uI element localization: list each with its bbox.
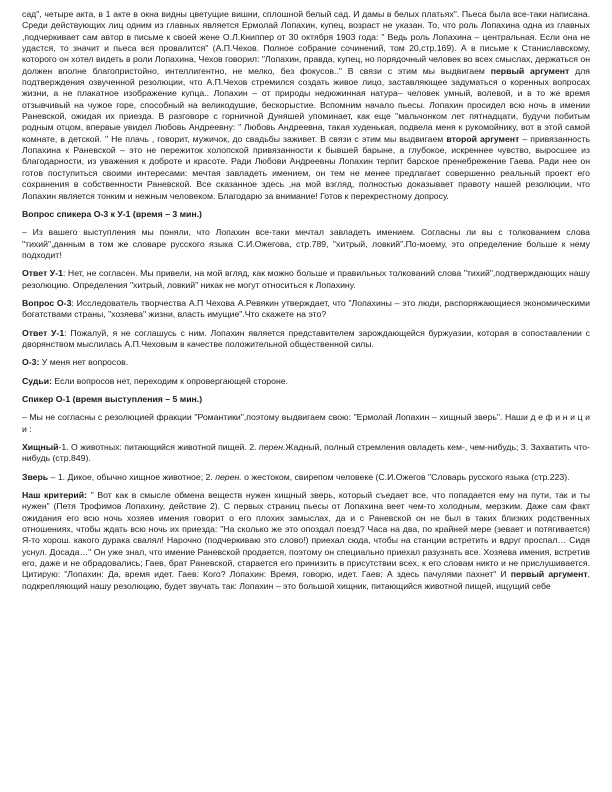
bold-run: второй аргумент	[446, 133, 520, 144]
paragraph-gap	[22, 350, 590, 357]
italic-run: перен.	[258, 442, 286, 452]
paragraph-gap	[22, 435, 590, 442]
italic-run: перен.	[215, 471, 242, 482]
question-2	[22, 298, 590, 321]
paragraph-gap	[22, 202, 590, 209]
paragraph-gap	[22, 369, 590, 376]
paragraph-gap	[22, 387, 590, 394]
bold-run: первый аргумент	[490, 65, 570, 76]
o3-line	[22, 357, 590, 368]
paragraph-gap	[22, 465, 590, 472]
document-page	[22, 9, 590, 592]
text-run: о жестоком, свирепом человеке (С.И.Ожегов "Словарь русского языка (стр.223).	[241, 471, 570, 482]
text-run: -1. О животных: питающийся животной пищей. 2.	[58, 442, 259, 452]
text-run: , подкрепляющий нашу резолюцию, будет звучать так: Лопахин – это большой хищник, питающийся животной пищей, ищущий себе	[22, 569, 590, 591]
bold-run: Судьи:	[22, 375, 52, 386]
paragraph-intro	[22, 9, 590, 202]
bold-run: первый аргумент	[510, 569, 588, 580]
text-run: " Вот как в смысле обмена веществ нужен хищный зверь, который съедает все, что попадается ему на пути, так и ты нужен" (Петя Трофимов Лопахину, действие 2). С первых страниц пьесы от Лопахина веет чем-то холодным, мерзким. Даже сам факт ожидания его всю ночь хозяев имения говорит о его плохих замыслах, да и с Раневской он не был в таких близких родственных отношениях, чтобы ждать всю ночь их приезда: "На сколько же это опоздал поезд? Часа на два, по крайней мере (зевает и потягивается) Я-то хорош. какого дурака свалял! Нарочно (подчеркиваю это слово!) приехал сюда, чтобы на станции встретить и вдруг проспал… Сидя уснул. Досада…" Он уже знал, что имение Раневской продается, поэтому он специально приехал разузнать все. Хозяева имения, встретив его, даже и не обрадовались; Гаев, брат Раневской, старается его принизить в присутствии всех, к его словам никто и не прислушивается. Цитирую: "Лопахин: Да, время идет. Гаев: Кого? Лопахин: Время, говорю, идет. Гаев: А здесь пачулями пахнет" И	[22, 490, 590, 580]
text-run: : Нет, не согласен. Мы привели, на мой вгляд, как можно больше и правильных толкований слова "тихий",подтверждающих нашу резолюцию. Определения "хитрый, ловкий" никак не могут относиться к Лопахину.	[22, 268, 590, 290]
bold-run: Ответ У-1	[22, 327, 65, 338]
text-run: – 1. Дикое, обычно хищное животное; 2.	[48, 471, 216, 482]
paragraph-gap	[22, 483, 590, 490]
bold-run: Вопрос О-3	[22, 297, 72, 308]
text-run: Если вопросов нет, переходим к опровергающей стороне.	[51, 375, 289, 386]
bold-run: Хищный	[22, 442, 59, 452]
paragraph-gap	[22, 321, 590, 328]
question-heading	[22, 209, 590, 220]
bold-run: Вопрос спикера О-3 к У-1 (время – 3 мин.)	[22, 208, 202, 219]
text-run: : Пожалуй, я не соглашусь с ним. Лопахин является представителем зарождающейся буржуазии, которая в сопоставлении с дворянством мыслилась А.П.Чеховым в качестве положительной общественной силы.	[22, 327, 590, 349]
text-run: Жадный, полный стремления овладеть кем-, чем-нибудь; 3. Захватить что-нибудь (стр.849).	[22, 442, 590, 464]
text-run: – Мы не согласны с резолюцией фракции "Романтики",поэтому выдвигаем свою: "Ермолай Лопахин – хищный зверь". Наши д е ф и н и ц и и :	[22, 412, 590, 434]
answer-1	[22, 268, 590, 291]
question-text	[22, 227, 590, 261]
paragraph-gap	[22, 261, 590, 268]
judges-line	[22, 376, 590, 387]
text-run: сад", четыре акта, в 1 акте в окна видны цветущие вишни, сплошной белый сад. И дамы в белых платьях". Пьеса была все-таки написана. Среди действующих лиц одним из главных является Ермолай Лопахин, купец, возраст не указан. То, что роль Лопахина одна из главных ,подчеркивает сам автор в письме к своей жене О.Л.Книппер от 30 октября 1903 года: " Ведь роль Лопахина – центральная. Если она не удастся, то значит и пьеса вся провалится" (А.П.Чехов. Полное собрание сочинений, том 20,стр.169). А в письме к Станиславскому, которого он хотел видеть в роли Лопахина, Чехов говорил: "Лопахин, правда, купец, но порядочный человек во всех смыслах, держаться он должен вполне благопристойно, интеллигентно, не мелко, без фокусов.." В связи с этим мы выдвигаем	[22, 9, 590, 76]
bold-run: О-3:	[22, 357, 40, 368]
paragraph-gap	[22, 405, 590, 412]
bold-run: Спикер О-1 (время выступления – 5 мин.)	[22, 393, 203, 404]
speaker-heading	[22, 394, 590, 405]
text-run: : Исследователь творчества А.П Чехова А.Ревякин утверждает, что "Лопахины – это люди, распоряжающиеся экономическими богатствами страны, "хозяева" жизни, власть имущие".Что скажете на это?	[22, 297, 590, 320]
criterion-paragraph	[22, 490, 590, 592]
paragraph-gap	[22, 220, 590, 227]
text-run: У меня нет вопросов.	[39, 357, 129, 368]
paragraph-gap	[22, 291, 590, 298]
text-run: – Из вашего выступления мы поняли, что Лопахин все-таки мечтал завладеть имением. Согласны ли вы с толкованием слова "тихий",данным в том же словаре русского языка С.И.Ожегова, стр.789, "хитрый, ловкий".По-моему, это определение больше к нему подходит!	[22, 227, 590, 260]
definition-beast	[22, 472, 590, 483]
speaker-text	[22, 412, 590, 435]
text-run: – привязанность Лопахина к Раневской – это не пережиток холопской привязанности к бывшей барыне, а глубокое, искреннее чувство, выросшее из благодарности, из уважения к доброте и красоте. Ради Любови Андреевны Лопахин терпит барское пренебрежение Гаева. Ради нее он готов поступиться своими интересами: мечтая завладеть имением, он тем не менее предлагает совершенно реальный проект его сохранения в собственности Раневской. Все сказанное здесь ,на мой взгляд, полностью доказывает правоту нашей резолюции, что Лопахин является тонким и нежным человеком. Благодарю за внимание! Готов к перекрестному допросу.	[22, 133, 590, 201]
bold-run: Зверь	[22, 471, 49, 482]
answer-2	[22, 328, 590, 351]
bold-run: Ответ У-1	[22, 268, 63, 279]
definition-predatory	[22, 442, 590, 465]
text-run: для подтверждения озвученной резолюции, что А.П.Чехов стремился создать живое лицо, заставляющее задуматься о коренных вопросах жизни, а не плакатное изображение купца.. Лопахин – от природы недюжинная натура– человек умный, волевой, и в то же время отзывчивый на чужое горе, способный на великодушие, бескорыстие. Вспомним начало пьесы. Лопахин просидел всю ночь в имении Раневской, ожидая их приезда. В разговоре с горничной Дуняшей упоминает, как еще "мальчонком лет пятнадцати, будучи побитым родным отцом, впервые увидел Любовь Андреевну: " Любовь Андреевна, такая худенькая, подвела меня к рукомойнику, вот в этой самой комнате, в детской. " Не плачь , говорит, мужичок, до свадьбы заживет. В связи с этим мы выдвигаем	[22, 65, 590, 144]
bold-run: Наш критерий:	[22, 490, 87, 501]
